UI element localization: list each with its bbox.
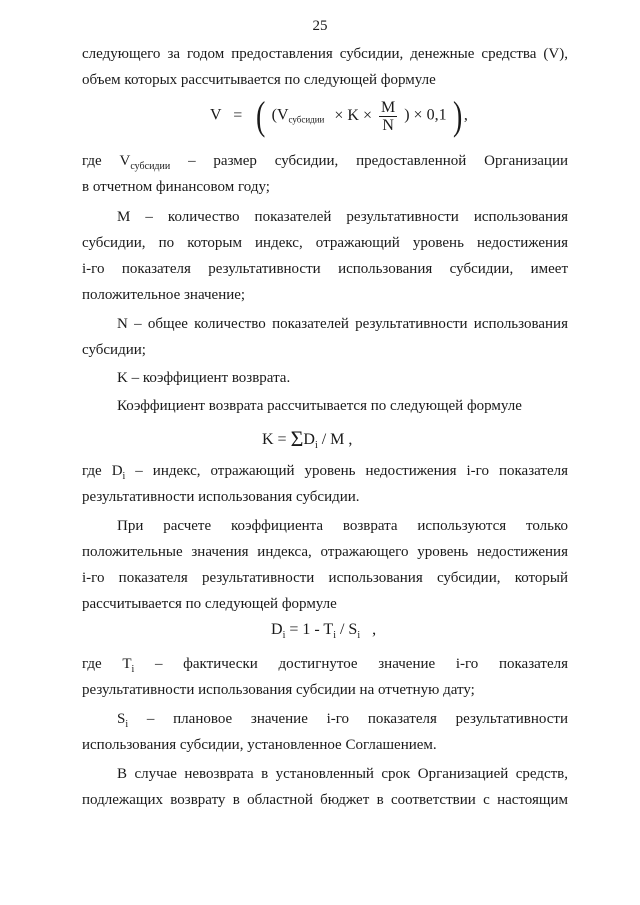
text-line: в отчетном финансовом году; (82, 179, 270, 195)
formula-k-rest: / M , (321, 431, 353, 448)
text-line: объем которых рассчитывается по следующей формуле (82, 72, 436, 88)
text-fragment: – фактически достигнутое значение i-го показателя (134, 656, 569, 672)
subscript: i (122, 471, 126, 482)
text-line: i-го показателя результативности использования субсидии, имеет (82, 261, 568, 277)
text-fragment: где D (82, 463, 123, 479)
formula-d-comma: , (372, 621, 377, 638)
formula-v (210, 93, 468, 138)
text-fragment: – индекс, отражающий уровень недостижения i-го показателя (125, 463, 568, 479)
text-line: K – коэффициент возврата. (117, 370, 291, 386)
text-line (117, 709, 568, 735)
formula-v-lhs: V (210, 106, 222, 124)
formula-d (271, 621, 376, 641)
formula-k-lhs: K = (262, 431, 287, 448)
text-line: N – общее количество показателей результативности использования (117, 316, 568, 332)
formula-v-denominator: N (382, 116, 394, 134)
formula-d-subscript: i (282, 630, 286, 641)
text-line: результативности использования субсидии на отчетную дату; (82, 682, 475, 698)
text-line: M – количество показателей результативности использования (117, 209, 568, 225)
formula-v-tail: ) × 0,1 (404, 106, 447, 124)
subscript: субсидии (130, 161, 171, 172)
subscript: i (131, 664, 135, 675)
text-line (82, 654, 568, 680)
text-line: субсидии, по которым индекс, отражающий уровень недостижения (82, 235, 568, 251)
text-line: рассчитывается по следующей формуле (82, 596, 337, 612)
formula-d-s-subscript: i (357, 630, 361, 641)
text-line: В случае невозврата в установленный срок Организацией средств, (117, 766, 568, 782)
text-line: субсидии; (82, 342, 146, 358)
text-line: При расчете коэффициента возврата используются только (117, 518, 568, 534)
text-line (82, 151, 568, 177)
text-line (82, 461, 568, 487)
text-fragment: S (117, 711, 126, 727)
text-line: использования субсидии, установленное Соглашением. (82, 737, 437, 753)
text-line: следующего за годом предоставления субсидии, денежные средства (V), (82, 46, 568, 62)
text-fragment: – плановое значение i-го показателя результативности (128, 711, 568, 727)
formula-v-subscript: субсидии (288, 114, 325, 125)
formula-v-v: (V (271, 106, 289, 124)
formula-v-times-k: × K × (334, 106, 372, 124)
formula-d-mid: = 1 - T (289, 621, 334, 638)
text-fragment: где T (82, 656, 132, 672)
formula-v-close-paren: ) (452, 93, 462, 138)
text-line: подлежащих возврату в областной бюджет в соответствии с настоящим (82, 792, 568, 808)
formula-k-d: D (303, 431, 315, 448)
formula-k (262, 426, 352, 452)
formula-d-lhs: D (271, 621, 283, 638)
formula-v-fraction (379, 99, 397, 134)
formula-d-slash: / S (339, 621, 358, 638)
formula-k-subscript: i (314, 440, 318, 451)
page-number: 25 (312, 18, 328, 34)
text-line: i-го показателя результативности использования субсидии, который (82, 570, 568, 586)
formula-d-t-subscript: i (333, 630, 336, 641)
formula-v-numerator: M (380, 98, 396, 116)
formula-v-open-paren: ( (256, 93, 266, 138)
formula-k-sigma: Σ (290, 426, 304, 451)
formula-v-comma: , (463, 106, 468, 124)
subscript: i (125, 719, 129, 730)
formula-v-eq: = (233, 106, 243, 124)
text-fragment: где V (82, 153, 131, 169)
text-line: результативности использования субсидии. (82, 489, 360, 505)
text-line: положительное значение; (82, 287, 246, 303)
text-line: положительные значения индекса, отражающего уровень недостижения (82, 544, 568, 560)
text-fragment: – размер субсидии, предоставленной Организации (170, 153, 568, 169)
text-line: Коэффициент возврата рассчитывается по следующей формуле (117, 398, 522, 414)
